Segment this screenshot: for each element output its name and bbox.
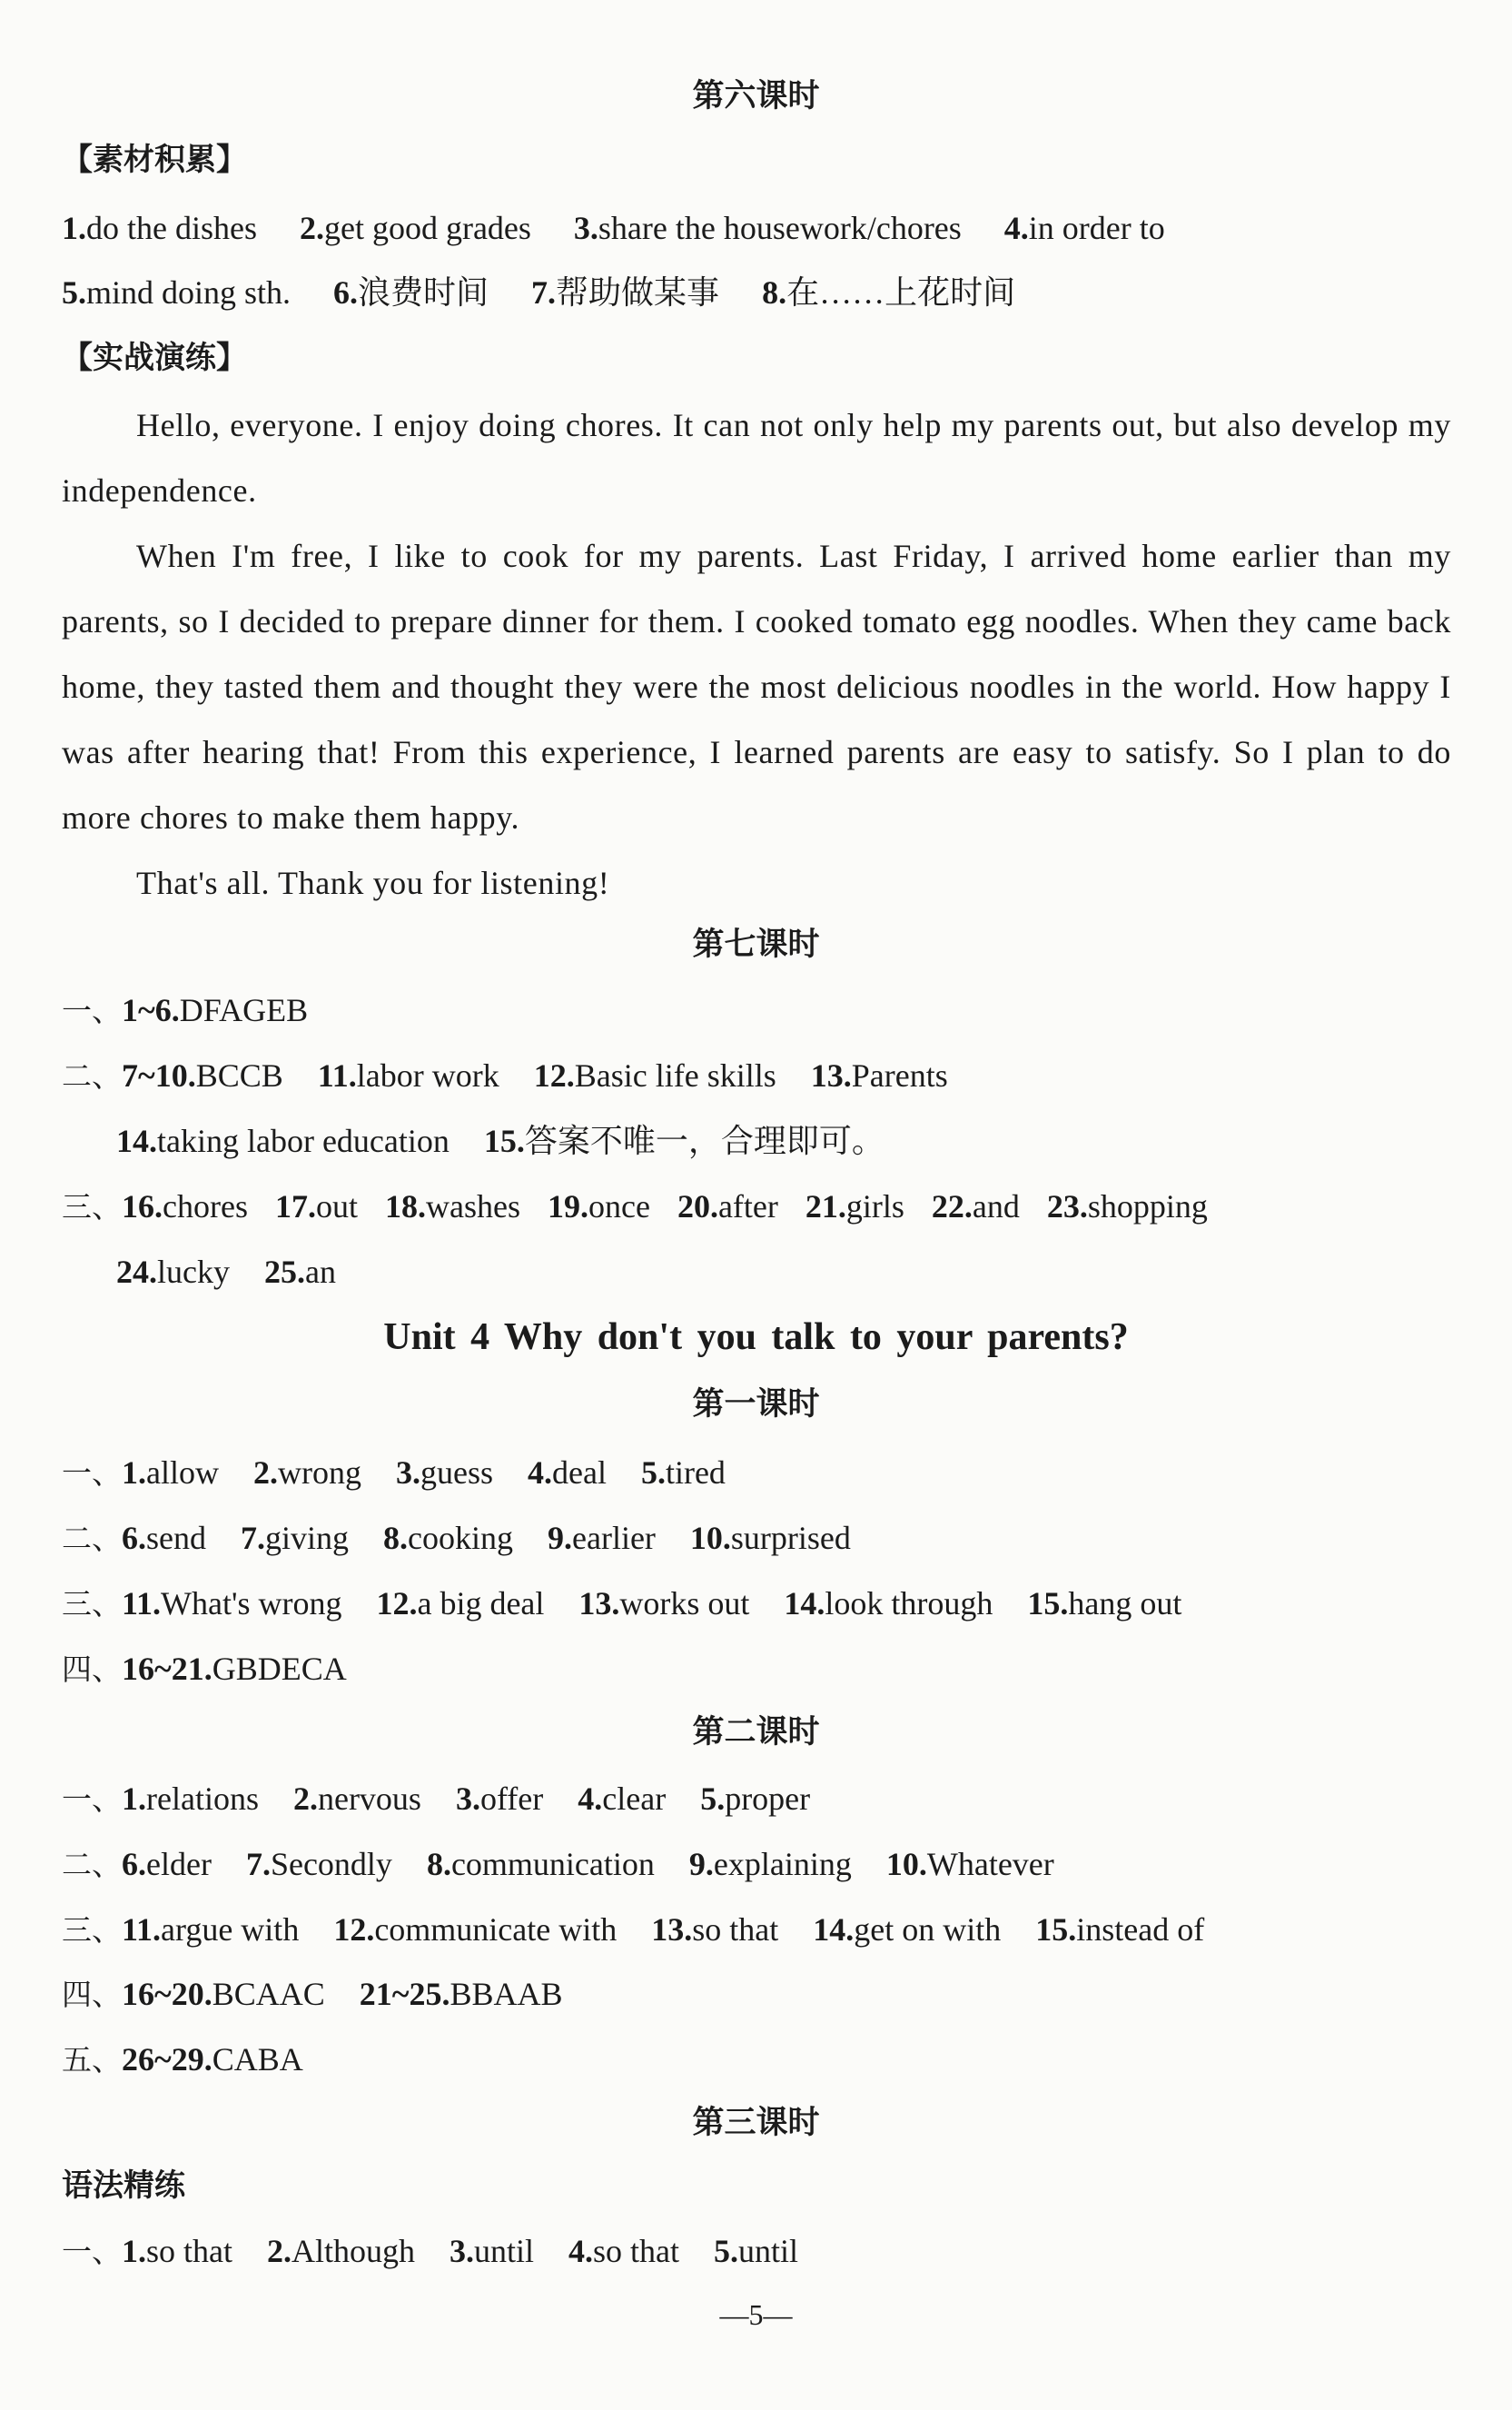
answer-number: 14. — [116, 1123, 157, 1159]
answer-item — [784, 1581, 993, 1626]
answer-number: 5. — [700, 1780, 726, 1817]
answer-text: giving — [265, 1520, 350, 1556]
answer-text: until — [738, 2233, 799, 2269]
answer-item — [246, 1841, 392, 1887]
answer-row — [62, 2037, 1458, 2083]
answer-number: 11. — [122, 1911, 162, 1948]
answer-item — [122, 1776, 259, 1821]
answer-item — [300, 205, 531, 251]
answer-item — [450, 2228, 534, 2274]
answer-text: hang out — [1068, 1585, 1182, 1622]
answer-text: Although — [292, 2233, 416, 2269]
answer-number: 22. — [931, 1188, 973, 1225]
answer-number: 1~6. — [122, 992, 180, 1028]
answer-text: 帮助做某事 — [556, 274, 720, 311]
answer-item — [811, 1053, 948, 1098]
answer-number: 2. — [267, 2233, 292, 2269]
answer-number: 13. — [578, 1585, 620, 1622]
answer-text: in order to — [1028, 210, 1165, 246]
answer-number: 23. — [1046, 1188, 1088, 1225]
answer-number: 5. — [714, 2233, 739, 2269]
answer-text: send — [146, 1520, 206, 1556]
answer-text: explaining — [713, 1846, 852, 1882]
answer-item — [548, 1515, 656, 1561]
answer-text: 在……上花时间 — [786, 274, 1016, 311]
answer-number: 21~25. — [359, 1976, 450, 2012]
answer-item — [528, 1450, 607, 1495]
answer-text: Secondly — [270, 1846, 392, 1882]
answer-item — [360, 1971, 563, 2017]
answer-item — [62, 205, 257, 251]
answer-number: 1. — [122, 1454, 146, 1491]
answer-row — [62, 1841, 1458, 1888]
answer-row — [62, 1646, 1458, 1692]
answer-item — [241, 1515, 349, 1561]
answer-text: until — [474, 2233, 535, 2269]
answer-item — [122, 1450, 219, 1495]
answer-number: 15. — [1035, 1911, 1077, 1948]
answer-row — [62, 2228, 1458, 2275]
answer-item — [578, 1581, 749, 1626]
answer-number: 3. — [450, 2233, 475, 2269]
answer-text: 答案不唯一，合理即可。 — [524, 1123, 884, 1159]
answer-text: a big deal — [417, 1585, 545, 1622]
answer-number: 13. — [810, 1057, 852, 1094]
answer-item — [333, 1907, 617, 1952]
answer-item — [385, 1184, 520, 1229]
answer-text: get on with — [854, 1911, 1002, 1948]
answer-item — [813, 1907, 1001, 1952]
answer-item — [253, 1450, 361, 1495]
answer-text: BCCB — [195, 1057, 283, 1094]
answer-text: after — [717, 1188, 778, 1225]
answer-text: nervous — [317, 1780, 421, 1817]
answer-number: 12. — [533, 1057, 575, 1094]
answer-item — [275, 1184, 358, 1229]
answer-item — [484, 1118, 884, 1164]
answer-text: Basic life skills — [574, 1057, 776, 1094]
answer-number: 9. — [548, 1520, 572, 1556]
answer-item — [122, 1907, 299, 1952]
answer-text: works out — [619, 1585, 750, 1622]
answer-item — [318, 1053, 499, 1098]
answer-item — [62, 270, 291, 315]
answer-number: 10. — [689, 1520, 731, 1556]
section-prefix: 三、 — [62, 1912, 122, 1948]
answer-number: 3. — [573, 210, 598, 246]
answer-text: get good grades — [323, 210, 531, 246]
answer-row — [62, 1776, 1458, 1822]
section-prefix: 四、 — [62, 1651, 122, 1687]
answer-text: once — [588, 1188, 650, 1225]
answer-item — [122, 1053, 283, 1098]
answer-text: so that — [146, 2233, 232, 2269]
answer-number: 12. — [376, 1585, 418, 1622]
answer-item — [383, 1515, 513, 1561]
answer-item — [932, 1184, 1020, 1229]
answer-item — [122, 1515, 206, 1561]
answer-number: 6. — [333, 274, 359, 311]
answer-number: 7. — [531, 274, 557, 311]
answer-item — [651, 1907, 778, 1952]
section-prefix: 二、 — [62, 1521, 122, 1556]
answer-item — [293, 1776, 421, 1821]
answer-row — [62, 1184, 1458, 1230]
answer-number: 1. — [122, 2233, 146, 2269]
answer-item — [714, 2228, 798, 2274]
answer-text: What's wrong — [161, 1585, 342, 1622]
answer-item — [264, 1249, 336, 1294]
answer-item — [574, 205, 962, 251]
section-prefix: 四、 — [62, 1977, 122, 2012]
answer-item — [690, 1515, 851, 1561]
essay-paragraph-2: When I'm free, I like to cook for my parents. Last Friday, I arrived home earlier than my parents, so I decided to prepare dinner for them. I cooked tomato egg noodles. When they came back home, they tasted them and thought they were the most delicious noodles in the world. How happy I was after hearing that! From this experience, I learned parents are easy to satisfy. So I plan to do more chores to make them happy. — [62, 538, 1451, 836]
section-prefix: 一、 — [62, 993, 122, 1028]
answer-number: 24. — [116, 1254, 157, 1290]
answer-number: 5. — [62, 274, 86, 311]
answer-item — [116, 1118, 450, 1164]
section-prefix: 二、 — [62, 1058, 122, 1094]
answer-text: taking labor education — [157, 1123, 450, 1159]
answer-text: labor work — [356, 1057, 499, 1094]
material-line-1 — [62, 205, 1458, 251]
answer-item — [568, 2228, 679, 2274]
answer-number: 15. — [483, 1123, 525, 1159]
answer-item — [762, 270, 1015, 315]
answer-text: Parents — [851, 1057, 948, 1094]
grammar-heading: 语法精练 — [62, 2167, 185, 2204]
answer-number: 4. — [578, 1780, 603, 1817]
answer-item — [122, 1184, 248, 1229]
answer-item — [1035, 1907, 1204, 1952]
answer-number: 3. — [455, 1780, 480, 1817]
essay-paragraph-1: Hello, everyone. I enjoy doing chores. It can not only help my parents out, but also develop my independence. — [62, 407, 1451, 509]
answer-number: 4. — [527, 1454, 552, 1491]
lesson6-title: 第六课时 — [692, 78, 820, 114]
answer-text: chores — [163, 1188, 248, 1225]
answer-number: 19. — [547, 1188, 588, 1225]
answer-text: DFAGEB — [179, 992, 309, 1028]
answer-number: 7~10. — [122, 1057, 196, 1094]
answer-number: 10. — [885, 1846, 927, 1882]
answer-number: 8. — [426, 1846, 451, 1882]
answer-text: cooking — [408, 1520, 513, 1556]
answer-item — [534, 1053, 776, 1098]
answer-number: 25. — [263, 1254, 305, 1290]
answer-row — [116, 1249, 1458, 1294]
answer-text: surprised — [730, 1520, 851, 1556]
answer-number: 26~29. — [122, 2041, 212, 2078]
answer-number: 16~21. — [122, 1651, 212, 1687]
answer-row — [62, 987, 1458, 1034]
answer-item — [700, 1776, 810, 1821]
answer-text: washes — [425, 1188, 520, 1225]
answer-text: tired — [665, 1454, 726, 1491]
answer-number: 9. — [688, 1846, 714, 1882]
answer-number: 14. — [784, 1585, 825, 1622]
answer-text: BBAAB — [450, 1976, 563, 2012]
answer-text: 浪费时间 — [358, 274, 489, 311]
answer-text: deal — [551, 1454, 607, 1491]
answer-number: 15. — [1027, 1585, 1069, 1622]
answer-item — [122, 1646, 347, 1691]
answer-text: out — [315, 1188, 358, 1225]
answer-text: GBDECA — [212, 1651, 347, 1687]
answer-row — [62, 1581, 1458, 1627]
answer-item — [886, 1841, 1054, 1887]
answer-item — [122, 1971, 325, 2017]
answer-item — [1027, 1581, 1181, 1626]
practice-heading: 【实战演练】 — [62, 340, 247, 376]
answer-number: 6. — [122, 1846, 146, 1882]
answer-row — [62, 1907, 1458, 1953]
answer-item — [122, 987, 308, 1033]
answer-text: earlier — [572, 1520, 656, 1556]
answer-item — [1047, 1184, 1208, 1229]
answer-text: communicate with — [374, 1911, 618, 1948]
answer-item — [531, 270, 719, 315]
essay-paragraph-3: That's all. Thank you for listening! — [136, 865, 610, 901]
material-line-2 — [62, 270, 1458, 315]
answer-item — [122, 1581, 341, 1626]
answer-text: share the housework/chores — [598, 210, 962, 246]
answer-number: 1. — [122, 1780, 146, 1817]
answer-text: girls — [845, 1188, 904, 1225]
section-prefix: 三、 — [62, 1586, 122, 1622]
unit4-lesson3-title: 第三课时 — [692, 2105, 820, 2141]
answer-number: 11. — [122, 1585, 162, 1622]
answer-number: 4. — [1003, 210, 1029, 246]
answer-item — [689, 1841, 852, 1887]
answer-number: 3. — [395, 1454, 420, 1491]
answer-number: 12. — [333, 1911, 375, 1948]
answer-item — [427, 1841, 655, 1887]
answer-number: 16. — [122, 1188, 163, 1225]
unit4-lesson2-title: 第二课时 — [692, 1714, 820, 1750]
section-prefix: 一、 — [62, 1455, 122, 1491]
answer-text: wrong — [277, 1454, 361, 1491]
answer-text: communication — [450, 1846, 655, 1882]
answer-text: instead of — [1076, 1911, 1205, 1948]
answer-number: 2. — [292, 1780, 318, 1817]
answer-text: an — [304, 1254, 336, 1290]
answer-number: 5. — [640, 1454, 666, 1491]
unit-title: Unit 4 Why don't you talk to your parents? — [383, 1316, 1129, 1358]
answer-number: 1. — [62, 210, 86, 246]
answer-number: 8. — [383, 1520, 409, 1556]
answer-number: 13. — [651, 1911, 693, 1948]
answer-number: 7. — [245, 1846, 271, 1882]
answer-text: shopping — [1087, 1188, 1208, 1225]
answer-row — [116, 1118, 1458, 1164]
answer-item — [376, 1581, 544, 1626]
answer-text: do the dishes — [86, 210, 257, 246]
answer-text: elder — [146, 1846, 212, 1882]
answer-text: lucky — [157, 1254, 230, 1290]
section-prefix: 二、 — [62, 1847, 122, 1882]
answer-row — [62, 1971, 1458, 2018]
answer-row — [62, 1053, 1458, 1099]
section-prefix: 一、 — [62, 2234, 122, 2269]
answer-number: 7. — [241, 1520, 265, 1556]
answer-text: mind doing sth. — [86, 274, 292, 311]
answer-number: 6. — [122, 1520, 146, 1556]
answer-text: BCAAC — [212, 1976, 325, 2012]
answer-number: 2. — [299, 210, 324, 246]
answer-text: look through — [825, 1585, 993, 1622]
answer-text: offer — [479, 1780, 544, 1817]
section-prefix: 一、 — [62, 1781, 122, 1817]
answer-item — [805, 1184, 904, 1229]
answer-item — [116, 1249, 230, 1294]
section-prefix: 三、 — [62, 1189, 122, 1225]
answer-number: 17. — [274, 1188, 316, 1225]
material-heading: 【素材积累】 — [62, 142, 247, 178]
answer-text: allow — [146, 1454, 219, 1491]
answer-item — [267, 2228, 415, 2274]
answer-text: proper — [725, 1780, 811, 1817]
unit4-lesson1-title: 第一课时 — [692, 1386, 820, 1423]
answer-item — [122, 2037, 303, 2082]
answer-number: 14. — [813, 1911, 855, 1948]
answer-item — [641, 1450, 726, 1495]
answer-text: argue with — [161, 1911, 300, 1948]
answer-number: 4. — [568, 2233, 594, 2269]
answer-text: relations — [146, 1780, 259, 1817]
answer-number: 20. — [677, 1188, 718, 1225]
page-number: —5— — [719, 2298, 793, 2331]
answer-item — [456, 1776, 543, 1821]
lesson7-title: 第七课时 — [692, 927, 820, 963]
answer-item — [548, 1184, 650, 1229]
answer-text: clear — [602, 1780, 667, 1817]
answer-number: 2. — [252, 1454, 278, 1491]
answer-item — [122, 2228, 232, 2274]
answer-text: so that — [593, 2233, 680, 2269]
answer-item — [396, 1450, 493, 1495]
answer-number: 8. — [762, 274, 787, 311]
answer-item — [677, 1184, 778, 1229]
answer-item — [333, 270, 489, 315]
answer-number: 21. — [805, 1188, 846, 1225]
answer-text: so that — [692, 1911, 779, 1948]
answer-item — [122, 1841, 212, 1887]
answer-text: Whatever — [926, 1846, 1054, 1882]
answer-text: CABA — [212, 2041, 303, 2078]
answer-text: and — [972, 1188, 1020, 1225]
answer-row — [62, 1450, 1458, 1496]
answer-row — [62, 1515, 1458, 1562]
answer-item — [1004, 205, 1165, 251]
answer-number: 16~20. — [122, 1976, 212, 2012]
answer-number: 18. — [384, 1188, 426, 1225]
answer-number: 11. — [317, 1057, 357, 1094]
section-prefix: 五、 — [62, 2042, 122, 2078]
answer-text: guess — [420, 1454, 493, 1491]
answer-item — [578, 1776, 666, 1821]
